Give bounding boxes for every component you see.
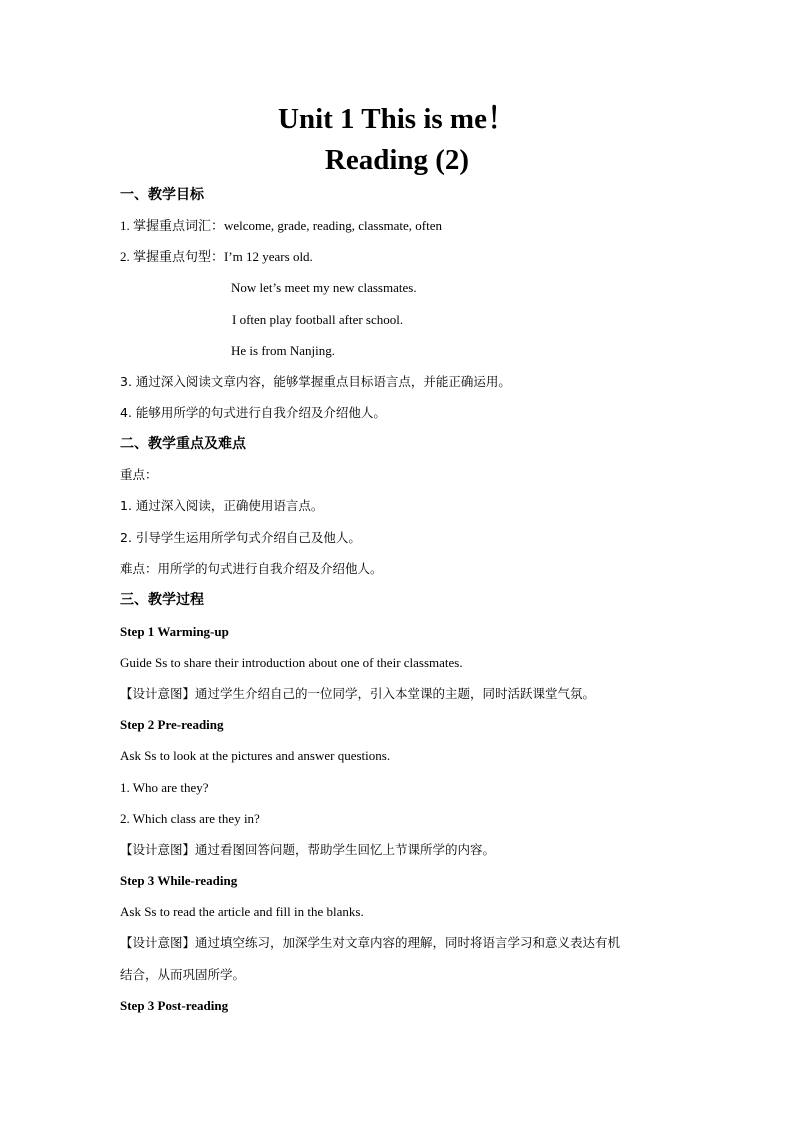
objective-3: 3. 通过深入阅读文章内容，能够掌握重点目标语言点，并能正确运用。 — [120, 374, 511, 389]
objective-4: 4. 能够用所学的句式进行自我介绍及介绍他人。 — [120, 405, 386, 420]
step-1-intent: 【设计意图】通过学生介绍自己的一位同学，引入本堂课的主题，同时活跃课堂气氛。 — [120, 686, 596, 701]
key-points-label: 重点： — [120, 467, 158, 482]
key-point-2: 2. 引导学生运用所学句式介绍自己及他人。 — [120, 530, 361, 545]
step-2-title: Step 2 Pre-reading — [120, 717, 224, 732]
key-point-1: 1. 通过深入阅读，正确使用语言点。 — [120, 498, 324, 513]
difficulty: 难点：用所学的句式进行自我介绍及介绍他人。 — [120, 561, 383, 576]
step-2-question-2: 2. Which class are they in? — [120, 811, 260, 826]
step-2-intent: 【设计意图】通过看图回答问题，帮助学生回忆上节课所学的内容。 — [120, 842, 496, 857]
step-4-title: Step 3 Post-reading — [120, 998, 229, 1013]
step-1-title: Step 1 Warming-up — [120, 624, 229, 639]
section-heading-process: 三、教学过程 — [120, 592, 204, 608]
objective-1: 1. 掌握重点词汇：welcome, grade, reading, classmate, often — [120, 218, 443, 233]
sentence-pattern-4: He is from Nanjing. — [231, 343, 335, 358]
step-3-intent-line-1: 【设计意图】通过填空练习，加深学生对文章内容的理解，同时将语言学习和意义表达有机 — [120, 935, 621, 950]
document-title: Unit 1 This is me！ — [278, 103, 516, 135]
sentence-pattern-2: Now let’s meet my new classmates. — [231, 280, 417, 295]
step-3-text: Ask Ss to read the article and fill in the blanks. — [120, 904, 364, 919]
section-heading-objectives: 一、教学目标 — [120, 187, 204, 203]
step-2-question-1: 1. Who are they? — [120, 780, 209, 795]
sentence-pattern-3: I often play football after school. — [232, 312, 404, 327]
objective-2: 2. 掌握重点句型：I’m 12 years old. — [120, 249, 313, 264]
step-3-title: Step 3 While-reading — [120, 873, 238, 888]
step-2-text: Ask Ss to look at the pictures and answer questions. — [120, 748, 391, 763]
step-3-intent-line-2: 结合，从而巩固所学。 — [120, 967, 246, 982]
step-1-text: Guide Ss to share their introduction about one of their classmates. — [120, 655, 463, 670]
document-subtitle: Reading (2) — [324, 144, 470, 176]
section-heading-key-points: 二、教学重点及难点 — [120, 436, 246, 452]
